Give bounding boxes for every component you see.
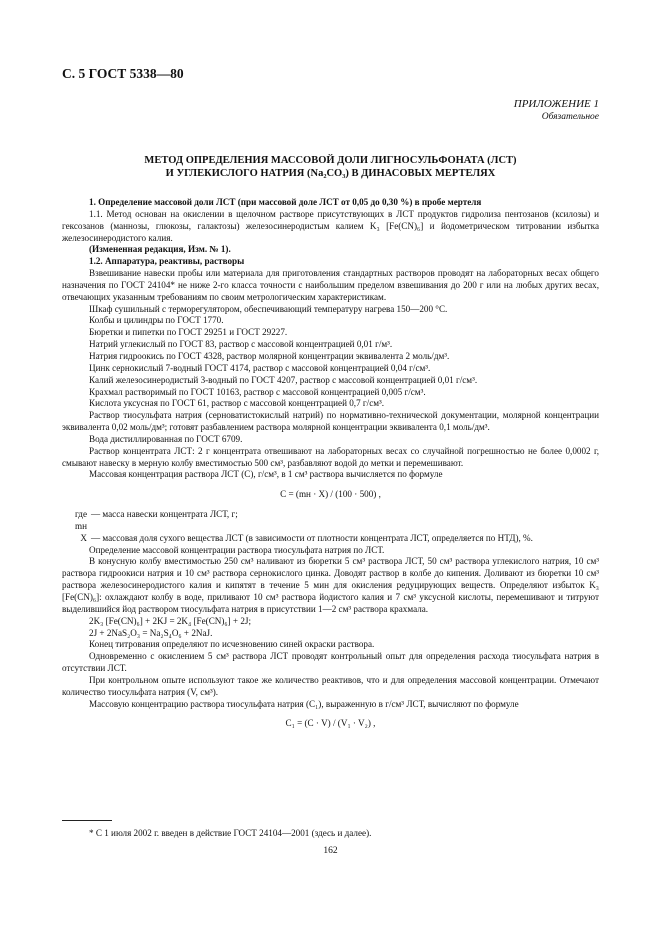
paragraph: Определение массовой концентрации раствора тиосульфата натрия по ЛСТ. bbox=[89, 544, 385, 555]
page-number: 162 bbox=[323, 846, 338, 856]
paragraph: Одновременно с окислением 5 см³ раствора ЛСТ проводят контрольный опыт для определения расхода тиосульфата натрия в отсутствии ЛСТ. bbox=[62, 651, 599, 674]
paragraph: Массовую концентрацию раствора тиосульфата натрия (C₁), выраженную в г/см³ ЛСТ, вычисляют по формуле bbox=[89, 698, 519, 709]
paragraph: Колбы и цилиндры по ГОСТ 1770. bbox=[89, 315, 224, 326]
paragraph: Цинк сернокислый 7-водный ГОСТ 4174, раствор с массовой концентрацией 0,04 г/см³. bbox=[89, 362, 431, 373]
paragraph: 2J + 2NaS₂O₃ = Na₂S₄O₆ + 2NaJ. bbox=[89, 627, 213, 638]
paragraph: 1.2. Аппаратура, реактивы, растворы bbox=[89, 256, 245, 267]
title-line-1: МЕТОД ОПРЕДЕЛЕНИЯ МАССОВОЙ ДОЛИ ЛИГНОСУЛЬФОНАТА (ЛСТ) bbox=[144, 155, 517, 166]
paragraph: Натрий углекислый по ГОСТ 83, раствор с массовой концентрацией 0,01 г/м³. bbox=[89, 339, 393, 350]
appendix-title: ПРИЛОЖЕНИЕ 1 bbox=[513, 98, 599, 110]
paragraph: Бюретки и пипетки по ГОСТ 29251 и ГОСТ 29227. bbox=[89, 327, 288, 338]
formula: C = (mн · X) / (100 · 500) , bbox=[280, 489, 381, 500]
footnote-rule bbox=[62, 820, 112, 821]
paragraph: Конец титрования определяют по исчезновению синей окраски раствора. bbox=[89, 639, 375, 650]
formula: C₁ = (C · V) / (V₁ · V₂) , bbox=[285, 718, 376, 729]
variable-description: — массовая доля сухого вещества ЛСТ (в зависимости от плотности концентрата ЛСТ, определяется по НТД), %. bbox=[91, 532, 533, 543]
paragraph: Крахмал растворимый по ГОСТ 10163, раствор с массовой концентрацией 0,005 г/см³. bbox=[89, 386, 426, 397]
paragraph: Шкаф сушильный с терморегулятором, обеспечивающий температуру нагрева 150—200 °С. bbox=[89, 303, 448, 314]
paragraph: Натрия гидроокись по ГОСТ 4328, раствор молярной концентрации эквивалента 2 моль/дм³. bbox=[89, 350, 450, 361]
paragraph: При контрольном опыте используют такое же количество реактивов, что и для определения массовой концентрации. Отмечают количество тиосульфата натрия (V, см³). bbox=[62, 674, 599, 697]
variable-symbol: где mн bbox=[75, 509, 87, 531]
footnote: * С 1 июля 2002 г. введен в действие ГОСТ 24104—2001 (здесь и далее). bbox=[89, 828, 372, 838]
paragraph: Вода дистиллированная по ГОСТ 6709. bbox=[89, 433, 243, 444]
paragraph: Раствор концентрата ЛСТ: 2 г концентрата отвешивают на лабораторных весах со случайной погрешностью не более 0,0002 г, смывают навеску в мерную колбу вместимостью 500 см³, разбавляют водой до метки и перемешивают. bbox=[62, 445, 599, 468]
document-title bbox=[62, 154, 599, 180]
appendix-status: Обязательное bbox=[541, 112, 599, 122]
variable-description: — масса навески концентрата ЛСТ, г; bbox=[91, 509, 238, 520]
paragraph: В конусную колбу вместимостью 250 см³ наливают из бюретки 5 см³ раствора ЛСТ, 50 см³ раствора углекислого натрия, 10 см³ раствора гидроокиси натрия и 10 см³ раствора сернокислого цинка. Доводят раствор в колбе до кипения. Доливают из бюретки 10 см³ раствора железосинеродистого калия и кипятят в течение 5 мин для окисления редуцирующих веществ. Определяют избыток K₃ [Fe(CN)₆]: охлаждают колбу в воде, приливают 10 см³ раствора йодистого калия и 7 см³ уксусной кислоты, перемешивают и титруют выделившийся йод раствором тиосульфата натрия в присутствии 1—2 см³ раствора крахмала. bbox=[62, 556, 599, 614]
paragraph: Кислота уксусная по ГОСТ 61, раствор с массовой концентрацией 0,7 г/см³. bbox=[89, 398, 385, 409]
appendix-label bbox=[514, 98, 599, 124]
paragraph: (Измененная редакция, Изм. № 1). bbox=[89, 244, 231, 255]
title-line-2: И УГЛЕКИСЛОГО НАТРИЯ (Na₂CO₃) В ДИНАСОВЫХ МЕРТЕЛЯХ bbox=[165, 168, 496, 179]
paragraph: Массовая концентрация раствора ЛСТ (С), г/см³, в 1 см³ раствора вычисляется по формуле bbox=[89, 469, 443, 480]
paragraph: 1. Определение массовой доли ЛСТ (при массовой доле ЛСТ от 0,05 до 0,30 %) в пробе мертеля bbox=[89, 197, 482, 207]
variable-symbol: X bbox=[80, 532, 87, 543]
variable-definition bbox=[62, 509, 599, 533]
paragraph: Взвешивание навески пробы или материала для приготовления стандартных растворов проводят на лабораторных весах общего назначения по ГОСТ 24104* не ниже 2-го класса точности с наибольшим пределом взвешивания до 200 г или на любых других весах, отвечающих указанным требованиям по своим метрологическим характеристикам. bbox=[62, 268, 599, 302]
page-header: С. 5 ГОСТ 5338—80 bbox=[62, 66, 184, 81]
paragraph: Калий железосинеродистый 3-водный по ГОСТ 4207, раствор с массовой концентрацией 0,01 г/см³. bbox=[89, 374, 478, 385]
paragraph: 1.1. Метод основан на окислении в щелочном растворе присутствующих в ЛСТ продуктов гидролиза пентозанов (ксилозы) и гексозанов (маннозы, глюкозы, галактозы) железосинеродистым калием K₃ [Fe(CN)₆] и йодометрическом титровании избытка железосинеродистого калия. bbox=[62, 208, 599, 243]
variable-definition bbox=[62, 533, 599, 545]
paragraph: Раствор тиосульфата натрия (серноватистокислый натрий) по нормативно-технической документации, молярной концентрации эквивалента 0,02 моль/дм³; готовят разбавлением раствора молярной концентрации эквивалента 0,1 моль/дм³. bbox=[62, 410, 599, 433]
document-body bbox=[62, 197, 599, 738]
paragraph: 2K₃ [Fe(CN)₆] + 2KJ = 2K₄ [Fe(CN)₆] + 2J; bbox=[89, 615, 251, 626]
